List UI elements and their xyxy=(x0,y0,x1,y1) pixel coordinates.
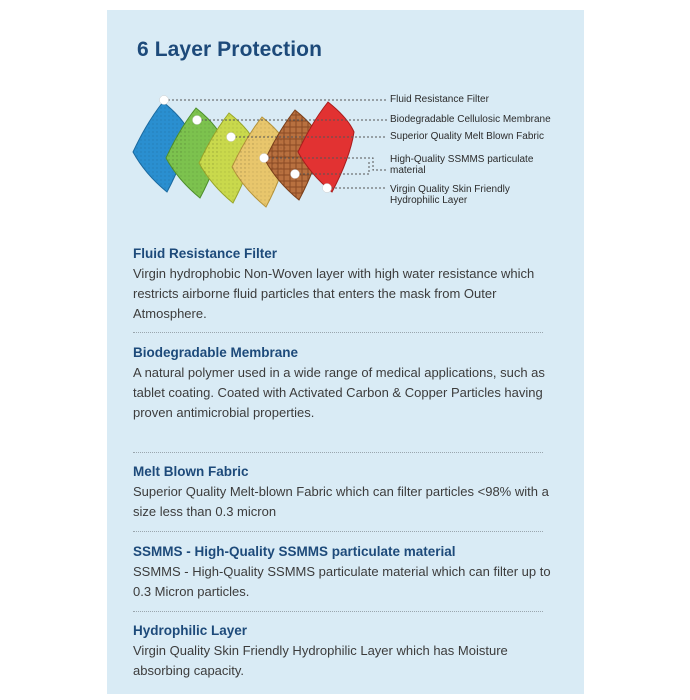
section-body: Virgin Quality Skin Friendly Hydrophilic Layer which has Moisture absorbing capacity. xyxy=(133,643,508,678)
section-ssmms xyxy=(133,542,553,602)
divider xyxy=(133,611,543,612)
section-body: SSMMS - High-Quality SSMMS particulate material which can filter up to 0.3 Micron particles. xyxy=(133,564,551,599)
section-fluid-resistance xyxy=(133,244,553,324)
section-hydrophilic xyxy=(133,621,553,681)
divider xyxy=(133,531,543,532)
section-biodegradable-membrane xyxy=(133,343,553,423)
marker-dot xyxy=(323,184,332,193)
section-body: Virgin hydrophobic Non-Woven layer with high water resistance which restricts airborne fluid particles that enters the mask from Outer Atmosphere. xyxy=(133,266,535,321)
section-heading: Fluid Resistance Filter xyxy=(133,246,278,261)
legend-item: Virgin Quality Skin Friendly Hydrophilic Layer xyxy=(390,184,510,206)
legend-item: Superior Quality Melt Blown Fabric xyxy=(390,131,544,142)
section-body: Superior Quality Melt-blown Fabric which can filter particles <98% with a size less than 0.3 micron xyxy=(133,484,549,519)
legend-item: Fluid Resistance Filter xyxy=(390,94,489,105)
page-title: 6 Layer Protection xyxy=(137,38,323,61)
legend-item: Biodegradable Cellulosic Membrane xyxy=(390,114,551,125)
divider xyxy=(133,332,543,333)
marker-dot xyxy=(160,96,169,105)
section-melt-blown xyxy=(133,462,553,522)
marker-dot xyxy=(193,116,202,125)
info-panel xyxy=(107,10,584,694)
section-heading: Melt Blown Fabric xyxy=(133,464,249,479)
section-body: A natural polymer used in a wide range of medical applications, such as tablet coating. Coated with Activated Carbon & Copper Particles having proven antimicrobial properties. xyxy=(133,365,545,420)
marker-dot xyxy=(260,154,269,163)
section-heading: Hydrophilic Layer xyxy=(133,623,248,638)
divider xyxy=(133,452,543,453)
marker-dot xyxy=(227,133,236,142)
legend-item: High-Quality SSMMS particulate material xyxy=(390,154,534,176)
marker-dot xyxy=(291,170,300,179)
section-heading: Biodegradable Membrane xyxy=(133,345,299,360)
section-heading: SSMMS - High-Quality SSMMS particulate material xyxy=(133,544,456,559)
